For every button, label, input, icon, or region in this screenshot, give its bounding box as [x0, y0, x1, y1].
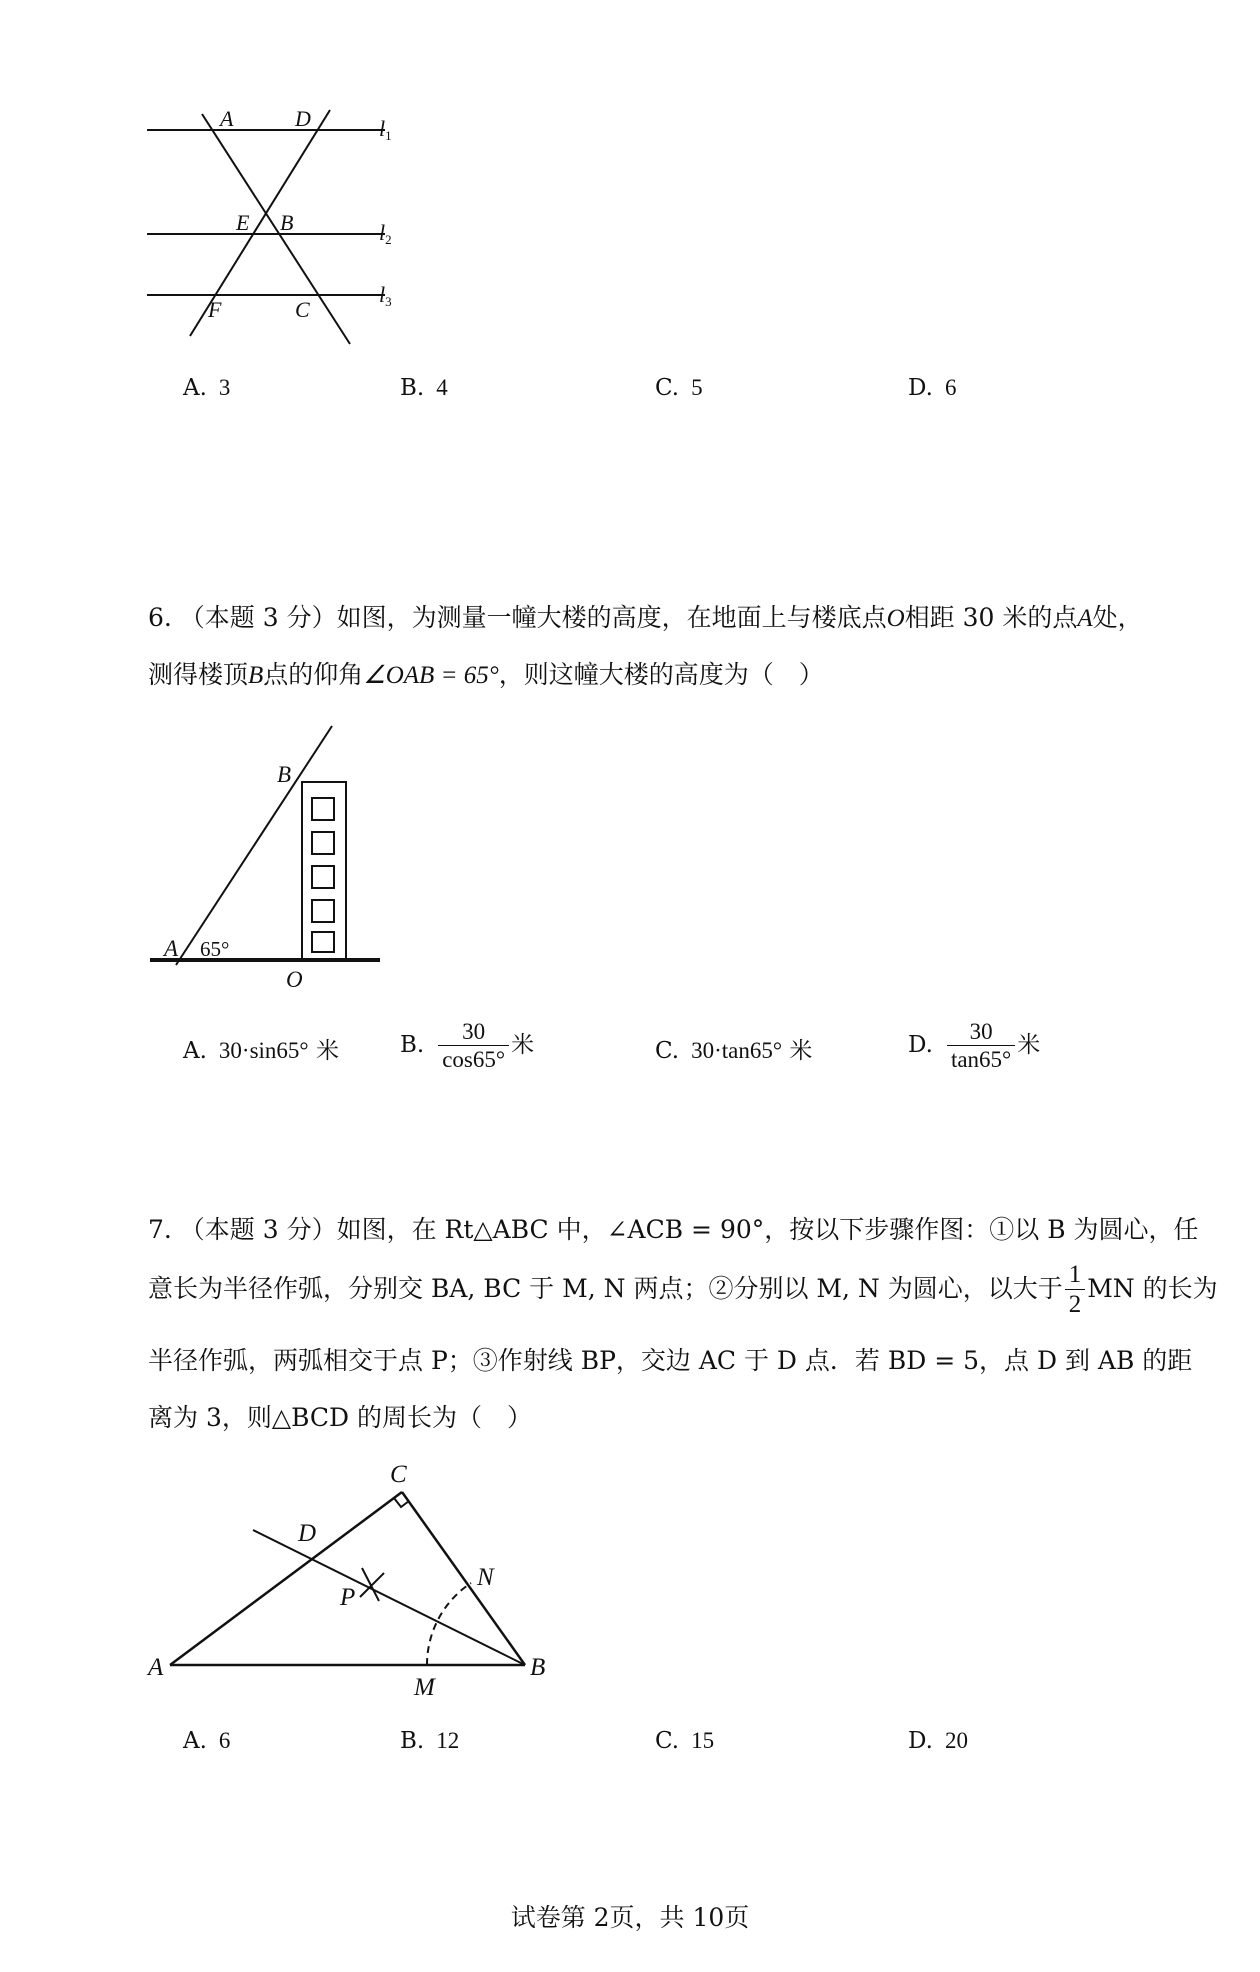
- page-footer: 试卷第 2页，共 10页: [510, 1903, 750, 1932]
- label-M: M: [414, 1674, 435, 1701]
- line-AC: [202, 114, 350, 344]
- q7-option-c[interactable]: C. 15: [655, 1728, 715, 1754]
- q6-options: [0, 1020, 1260, 1090]
- label-B: B: [530, 1654, 546, 1681]
- label-N: N: [477, 1564, 494, 1591]
- label-A: A: [164, 936, 179, 961]
- q5-option-d[interactable]: D. 6: [908, 375, 957, 401]
- sight-line-AB: [176, 726, 332, 965]
- building: [302, 782, 346, 960]
- q7-option-d[interactable]: D. 20: [908, 1728, 968, 1754]
- window: [312, 932, 334, 952]
- q6-figure: [140, 720, 400, 990]
- ray-BP: [253, 1530, 525, 1665]
- arc-MN: [427, 1583, 471, 1665]
- label-C: C: [390, 1461, 407, 1488]
- label-O: O: [286, 967, 303, 992]
- label-B: B: [277, 762, 292, 787]
- label-E: E: [236, 210, 250, 235]
- q5-options: [0, 375, 1260, 415]
- label-P: P: [340, 1584, 356, 1611]
- window: [312, 866, 334, 888]
- label-A: A: [148, 1654, 164, 1681]
- window: [312, 900, 334, 922]
- q7-option-b[interactable]: B. 12: [400, 1728, 460, 1754]
- q6-option-d[interactable]: D. $\frac{30}{\tan 65^\circ}$ 米: [908, 1019, 1041, 1073]
- q7-stem-line-2: 意长为半径作弧，分别交 BA, BC 于 M, N 两点；②分别以 M, N 为圆心，以大于 $\frac{1}{2}$ MN 的长为: [148, 1261, 1218, 1319]
- window: [312, 832, 334, 854]
- label-D: D: [295, 106, 311, 131]
- label-l3: l3: [379, 282, 392, 309]
- q7-stem-line-3: 半径作弧，两弧相交于点 P；③作射线 BP，交边 AC 于 D 点．若 BD = 5，点 D 到 AB 的距: [148, 1346, 1193, 1375]
- q5-option-b[interactable]: B. 4: [400, 375, 448, 401]
- q6-stem-line-2: 测得楼顶B点的仰角∠OAB = 65°，则这幢大楼的高度为（ ）: [148, 660, 824, 689]
- label-l2: l2: [379, 220, 392, 247]
- q5-option-a[interactable]: A. 3: [183, 375, 231, 401]
- label-B: B: [280, 210, 294, 235]
- label-l1: l1: [379, 116, 392, 143]
- side-CB: [402, 1492, 525, 1665]
- label-C: C: [295, 297, 310, 322]
- q5-option-c[interactable]: C. 5: [655, 375, 703, 401]
- q6-option-c[interactable]: C. 30·tan65° 米: [655, 1038, 813, 1064]
- angle-label: 65°: [200, 937, 230, 961]
- label-D: D: [298, 1520, 317, 1547]
- q7-figure: [140, 1455, 570, 1720]
- q7-options: [0, 1728, 1260, 1768]
- q6-option-a[interactable]: A. 30·sin65° 米: [183, 1038, 339, 1064]
- q7-option-a[interactable]: A. 6: [183, 1728, 231, 1754]
- q7-stem-line-1: 7. （本题 3 分）如图，在 Rt△ABC 中，∠ACB = 90°，按以下步骤作图：①以 B 为圆心，任: [148, 1215, 1199, 1244]
- label-A: A: [220, 106, 234, 131]
- q6-stem-line-1: 6. （本题 3 分）如图，为测量一幢大楼的高度，在地面上与楼底点O相距 30 米的点A处，: [148, 603, 1143, 632]
- label-F: F: [208, 297, 222, 322]
- q7-stem-line-4: 离为 3，则△BCD 的周长为（ ）: [148, 1403, 533, 1432]
- window: [312, 798, 334, 820]
- q5-figure: [140, 100, 420, 350]
- q6-option-b[interactable]: B. $\frac{30}{\cos 65^\circ}$ 米: [400, 1019, 535, 1073]
